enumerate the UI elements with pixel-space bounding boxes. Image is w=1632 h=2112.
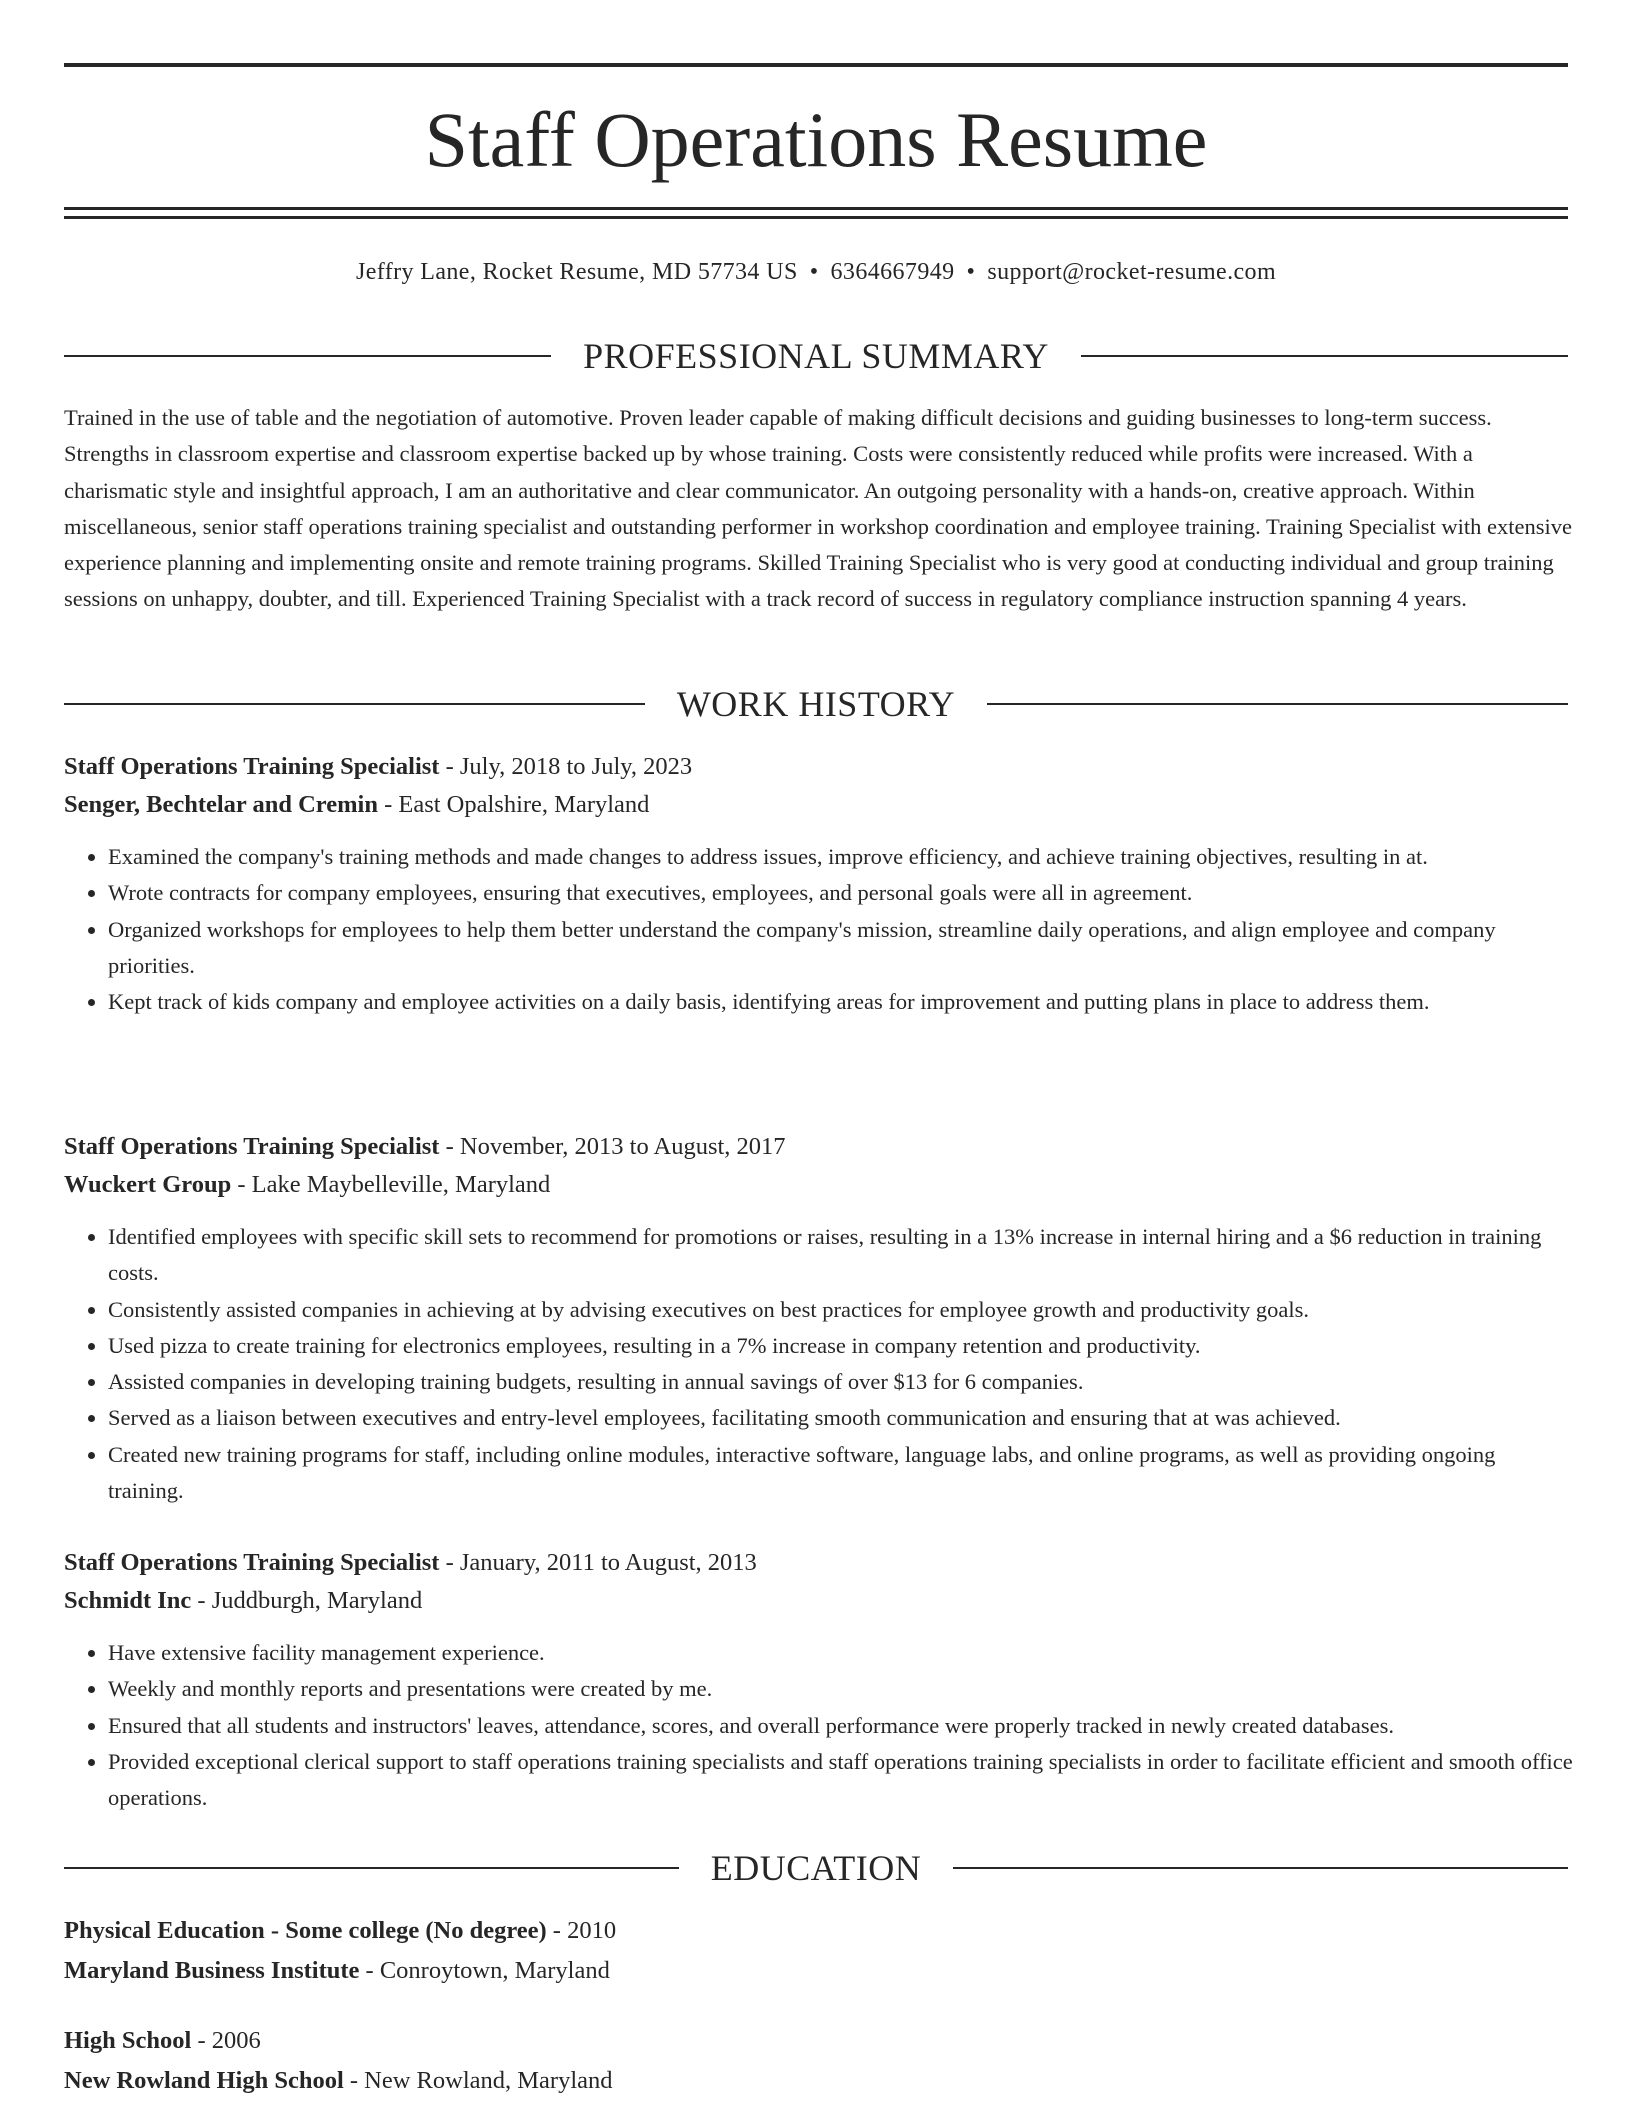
education-school-line	[64, 1951, 1574, 1991]
job-entry	[64, 1544, 1574, 1816]
contact-email: support@rocket-resume.com	[987, 259, 1277, 285]
contact-separator: •	[966, 259, 976, 285]
job-entry	[64, 748, 1574, 1020]
section-rule	[953, 1867, 1568, 1869]
section-title: EDUCATION	[710, 1848, 922, 1888]
section-header-work	[64, 682, 1568, 726]
section-title: PROFESSIONAL SUMMARY	[583, 336, 1049, 376]
education-entry	[64, 2021, 1574, 2101]
title-rule-lower	[64, 216, 1568, 219]
job-company: Wuckert Group	[64, 1171, 232, 1198]
education-school: Maryland Business Institute	[64, 1957, 360, 1984]
contact-phone: 6364667949	[830, 259, 955, 285]
section-header-summary	[64, 334, 1568, 378]
job-bullets	[64, 839, 1574, 1020]
section-rule	[64, 1867, 679, 1869]
job-bullet: • Wrote contracts for company employees, ensuring that executives, employees, and personal goals were all in agreement.	[108, 875, 1574, 911]
education-degree: High School	[64, 2027, 192, 2054]
job-bullet: • Weekly and monthly reports and presentations were created by me.	[108, 1671, 1574, 1707]
job-bullet: • Created new training programs for staff, including online modules, interactive software, language labs, and online programs, as well as providing ongoing training.	[108, 1437, 1574, 1510]
job-dates: - November, 2013 to August, 2017	[439, 1133, 786, 1160]
job-bullet: • Consistently assisted companies in achieving at by advising executives on best practices for employee growth and productivity goals.	[108, 1292, 1574, 1328]
job-entry	[64, 1128, 1574, 1509]
education-degree-line	[64, 1911, 1574, 1951]
education-location: - Conroytown, Maryland	[359, 1957, 610, 1984]
job-title: Staff Operations Training Specialist	[64, 753, 440, 780]
job-company: Schmidt Inc	[64, 1587, 192, 1614]
education-degree: Physical Education - Some college (No degree)	[64, 1917, 547, 1944]
job-title-line	[64, 748, 1574, 786]
job-bullet: • Served as a liaison between executives and entry-level employees, facilitating smooth communication and ensuring that at was achieved.	[108, 1400, 1574, 1436]
job-company-line	[64, 1166, 1574, 1204]
job-title-line	[64, 1544, 1574, 1582]
contact-separator: •	[809, 259, 819, 285]
job-dates: - January, 2011 to August, 2013	[439, 1549, 757, 1576]
job-title-line	[64, 1128, 1574, 1166]
contact-address: Jeffry Lane, Rocket Resume, MD 57734 US	[355, 259, 798, 285]
job-location: - Lake Maybelleville, Maryland	[231, 1171, 551, 1198]
job-bullet: • Ensured that all students and instructors' leaves, attendance, scores, and overall performance were properly tracked in newly created databases.	[108, 1708, 1574, 1744]
job-bullet: • Have extensive facility management experience.	[108, 1635, 1574, 1671]
education-year: - 2010	[546, 1917, 617, 1944]
section-header-education	[64, 1846, 1568, 1890]
section-title: WORK HISTORY	[676, 684, 956, 724]
job-company-line	[64, 1582, 1574, 1620]
top-rule	[64, 63, 1568, 67]
section-rule	[64, 355, 551, 357]
job-title: Staff Operations Training Specialist	[64, 1133, 440, 1160]
section-rule	[987, 703, 1568, 705]
job-company: Senger, Bechtelar and Cremin	[64, 791, 378, 818]
title-rule-upper	[64, 207, 1568, 210]
job-bullet: • Examined the company's training methods and made changes to address issues, improve efficiency, and achieve training objectives, resulting in at.	[108, 839, 1574, 875]
job-bullet: • Assisted companies in developing training budgets, resulting in annual savings of over $13 for 6 companies.	[108, 1364, 1574, 1400]
job-title: Staff Operations Training Specialist	[64, 1549, 440, 1576]
section-rule	[1081, 355, 1568, 357]
job-location: - Juddburgh, Maryland	[191, 1587, 423, 1614]
job-bullet: • Identified employees with specific skill sets to recommend for promotions or raises, resulting in a 13% increase in internal hiring and a $6 reduction in training costs.	[108, 1219, 1574, 1292]
job-bullet: • Provided exceptional clerical support to staff operations training specialists and staff operations training specialists in order to facilitate efficient and smooth office operations.	[108, 1744, 1574, 1817]
job-location: - East Opalshire, Maryland	[377, 791, 650, 818]
education-year: - 2006	[191, 2027, 261, 2054]
page-title: Staff Operations Resume	[424, 96, 1208, 183]
contact-line	[64, 256, 1568, 288]
job-bullet: • Used pizza to create training for electronics employees, resulting in a 7% increase in company retention and productivity.	[108, 1328, 1574, 1364]
summary-paragraph: Trained in the use of table and the negotiation of automotive. Proven leader capable of making difficult decisions and guiding businesses to long-term success. Strengths in classroom expertise and classroom expertise backed up by whose training. Costs were consistently reduced while profits were increased. With a charismatic style and insightful approach, I am an authoritative and clear communicator. An outgoing personality with a hands-on, creative approach. Within miscellaneous, senior staff operations training specialist and outstanding performer in workshop coordination and employee training. Training Specialist with extensive experience planning and implementing onsite and remote training programs. Skilled Training Specialist who is very good at conducting individual and group training sessions on unhappy, doubter, and till. Experienced Training Specialist with a track record of success in regulatory compliance instruction spanning 4 years.	[64, 405, 1573, 612]
job-bullet: • Organized workshops for employees to help them better understand the company's mission, streamline daily operations, and align employee and company priorities.	[108, 912, 1574, 985]
job-bullet: • Kept track of kids company and employee activities on a daily basis, identifying areas for improvement and putting plans in place to address them.	[108, 984, 1574, 1020]
education-degree-line	[64, 2021, 1574, 2061]
job-company-line	[64, 786, 1574, 824]
education-location: - New Rowland, Maryland	[343, 2067, 613, 2094]
section-rule	[64, 703, 645, 705]
education-entry	[64, 1911, 1574, 1991]
education-school-line	[64, 2061, 1574, 2101]
job-bullets	[64, 1219, 1574, 1509]
job-dates: - July, 2018 to July, 2023	[439, 753, 693, 780]
education-school: New Rowland High School	[64, 2067, 344, 2094]
job-bullets	[64, 1635, 1574, 1816]
